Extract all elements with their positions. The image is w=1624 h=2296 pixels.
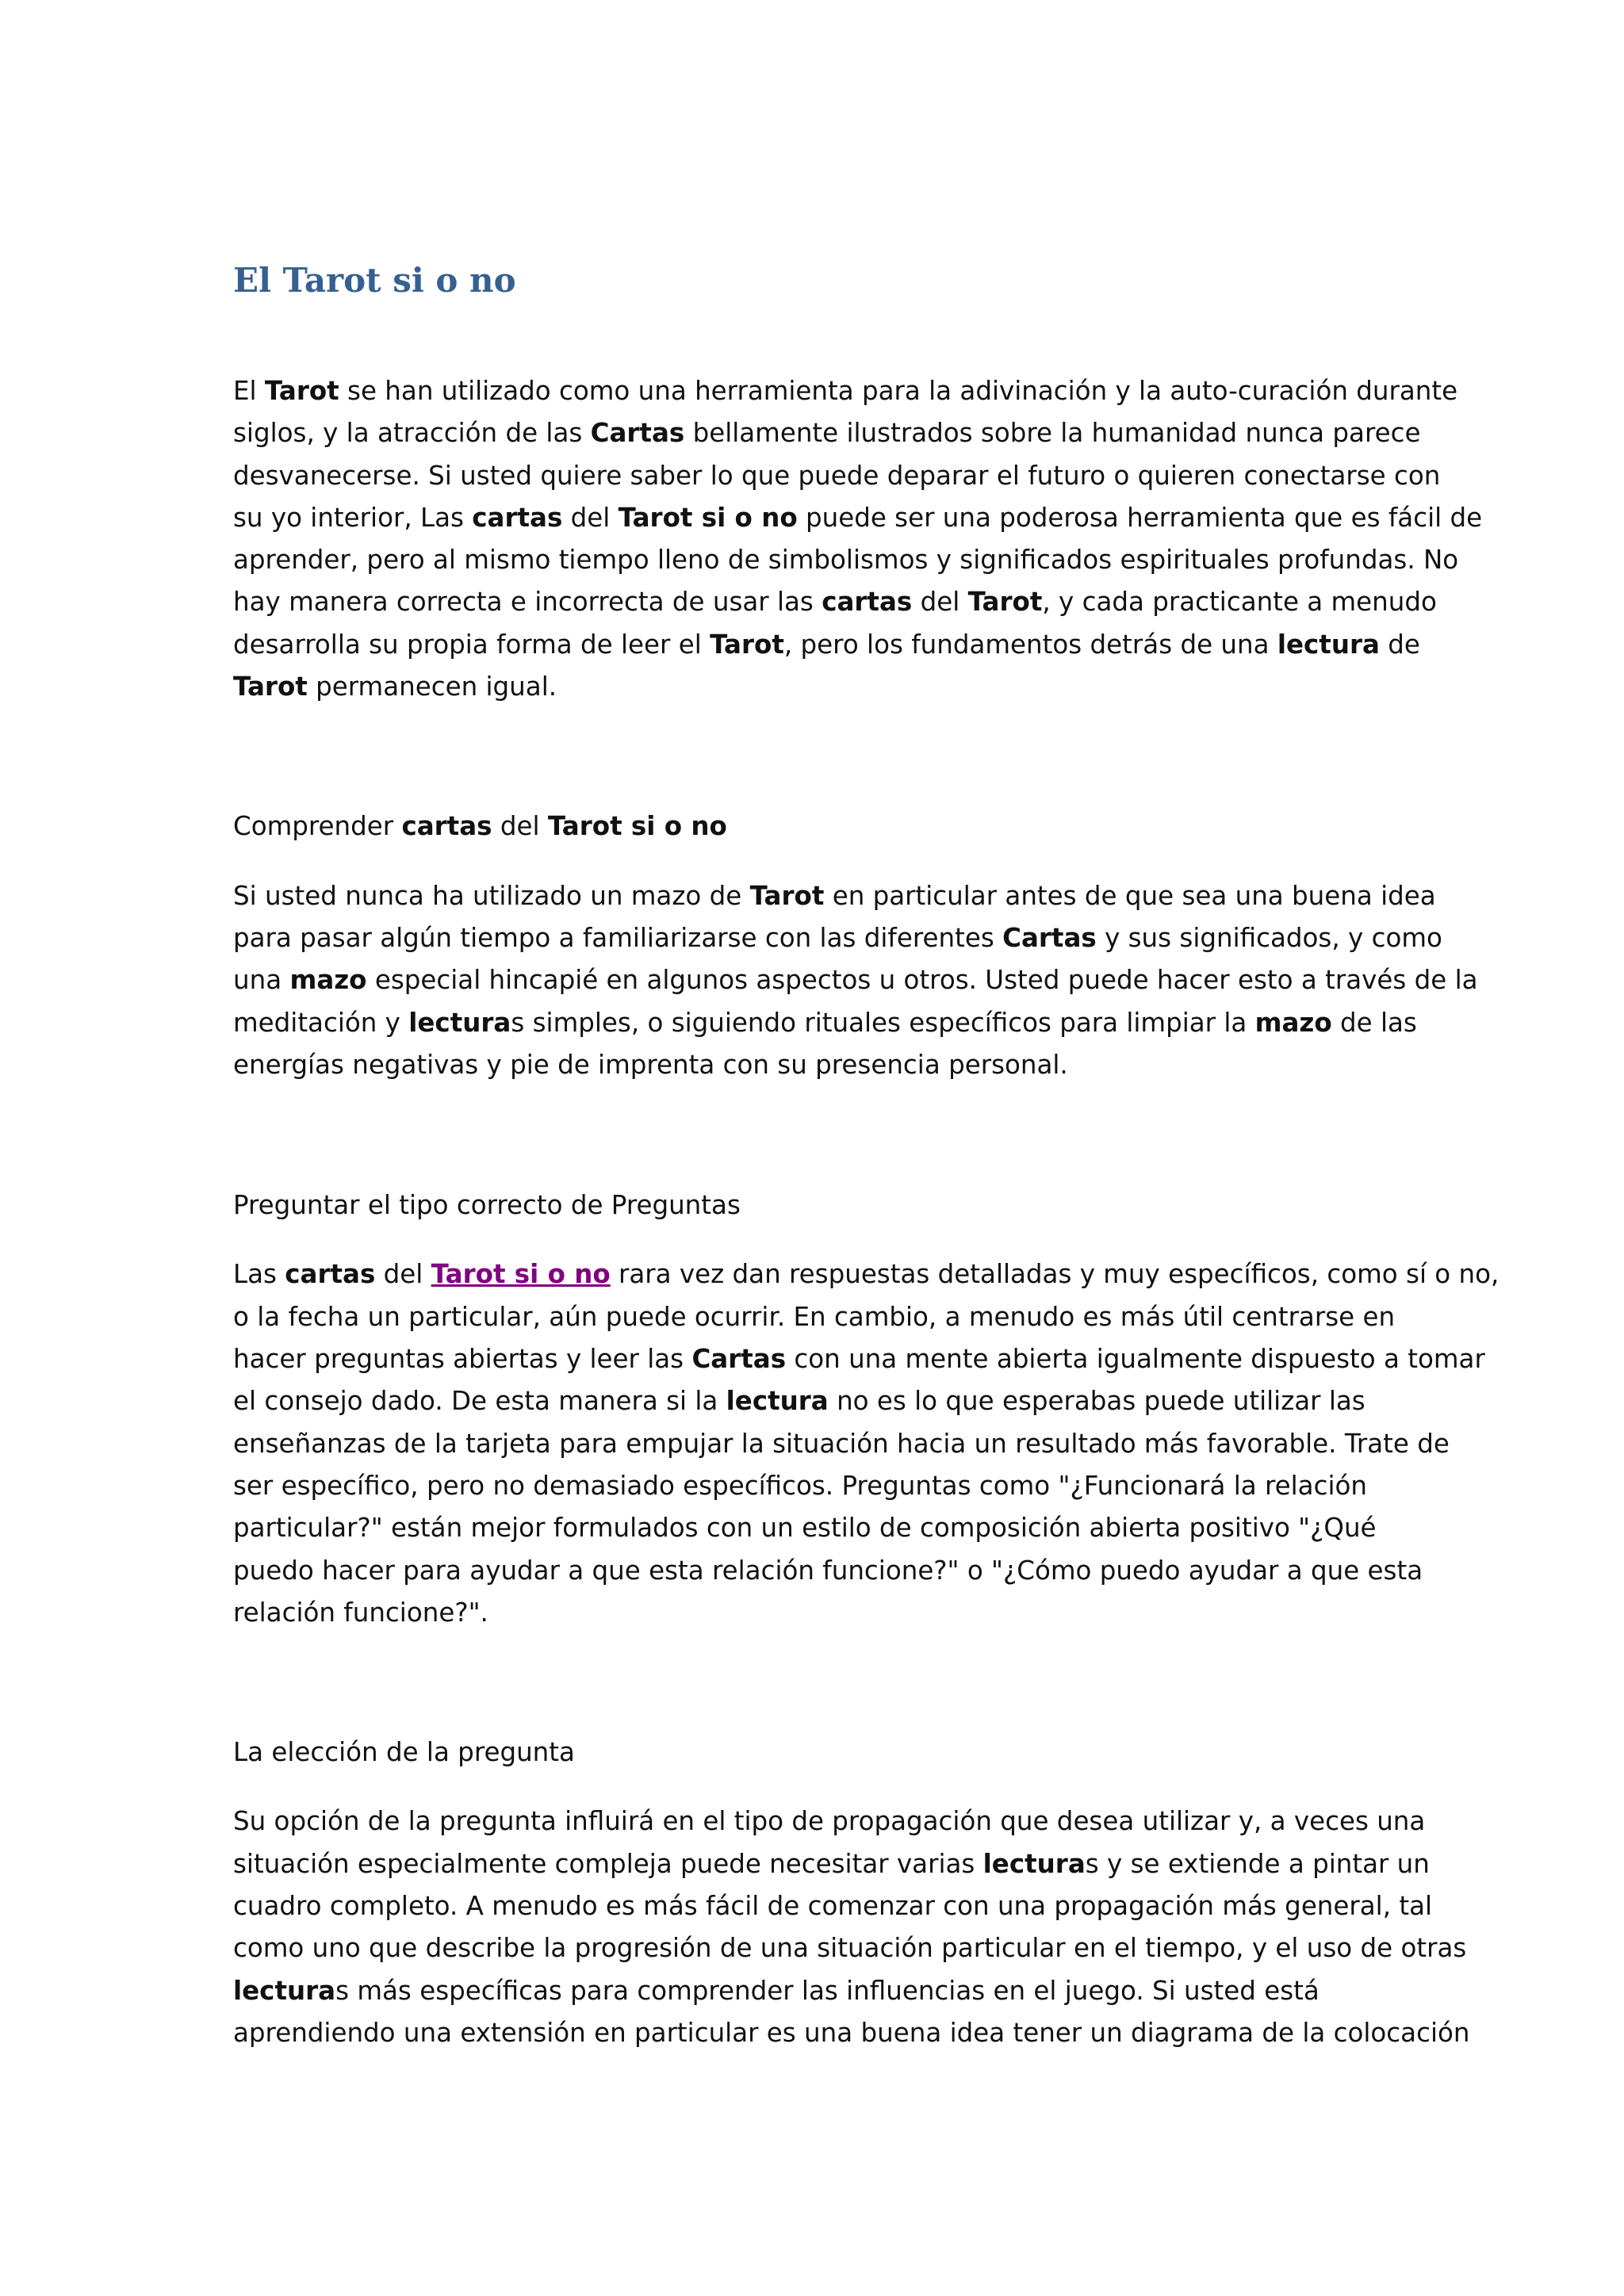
text-run: ser específico, pero no demasiado específicos. Preguntas como "¿Funcionará la relación [233,1470,1367,1501]
text-run: o la fecha un particular, aún puede ocurrir. En cambio, a menudo es más útil centrarse en [233,1301,1396,1332]
text-line [233,497,1483,539]
text-line [233,370,1458,412]
text-run: permanecen igual. [307,672,557,702]
paragraph-comprender [233,875,1478,1086]
text-run: hay manera correcta e incorrecta de usar las [233,587,822,618]
text-run: enseñanzas de la tarjeta para empujar la situación hacia un resultado más favorable. Trate de [233,1428,1450,1459]
text-line [233,1380,1407,1422]
text-line [233,412,1421,454]
bold-text-run: cartas [285,1259,376,1290]
text-line [233,1338,1485,1380]
bold-text-run: lectura [726,1386,829,1417]
text-run: s simples, o siguiendo rituales específicos para limpiar la [511,1007,1255,1038]
text-line [233,1465,1407,1507]
text-run: desarrolla su propia forma de leer el [233,629,710,660]
text-run: rara vez dan respuestas detalladas y muy específicos, como sí o no, [610,1259,1500,1290]
bold-text-run: cartas [401,811,492,842]
text-line [233,917,1442,959]
bold-text-run: Tarot si o no [618,502,798,533]
text-line [233,1550,1423,1592]
text-line [233,1423,1450,1465]
bold-text-run: Tarot si o no [547,811,727,842]
text-run: aprender, pero al mismo tiempo lleno de simbolismos y significados espirituales profundas. No [233,545,1459,576]
text-run: una [233,965,290,996]
text-run: puede ser una poderosa herramienta que es fácil de [797,502,1483,533]
text-run: de las [1331,1007,1417,1038]
text-run: Preguntar el tipo correcto de Preguntas [233,1190,741,1221]
document-body [233,252,1500,2054]
section-heading-eleccion [233,1732,1407,1774]
text-line [233,1296,1407,1338]
bold-text-run: Tarot [264,376,339,406]
text-run: Las [233,1259,285,1290]
text-run: energías negativas y pie de imprenta con su presencia personal. [233,1049,1068,1080]
text-run: s más específicas para comprender las influencias en el juego. Si usted está [335,1975,1320,2006]
text-run: , y cada practicante a menudo [1042,587,1437,618]
bold-text-run: Tarot [967,587,1043,618]
text-run: y sus significados, y como [1096,922,1442,953]
bold-text-run: lectura [1277,629,1380,660]
text-line [233,539,1459,581]
text-run: siglos, y la atracción de las [233,418,591,449]
text-line [233,1927,1467,1969]
text-run: no es lo que esperabas puede utilizar las [828,1386,1365,1417]
tarot-link[interactable]: Tarot si o no [431,1259,611,1290]
text-line [233,2012,1470,2054]
bold-text-run: lectura [233,1975,336,2006]
text-run: con una mente abierta igualmente dispuesto a tomar [786,1344,1485,1375]
text-line [233,1800,1426,1843]
bold-text-run: Cartas [1002,922,1097,953]
bold-text-run: lectura [408,1007,511,1038]
text-line [233,1044,1407,1086]
bold-text-run: Tarot [233,672,308,702]
paragraph-preguntar [233,1253,1500,1634]
text-run: s y se extiende a pintar un [1085,1848,1430,1879]
text-line [233,1885,1433,1927]
text-run: como uno que describe la progresión de una situación particular en el tiempo, y el uso de otras [233,1933,1467,1964]
text-run: aprendiendo una extensión en particular es una buena idea tener un diagrama de la colocación [233,2017,1470,2048]
paragraph-eleccion [233,1800,1470,2054]
text-line [233,1253,1500,1295]
text-line [233,1843,1430,1885]
text-run: el consejo dado. De esta manera si la [233,1386,726,1417]
bold-text-run: Cartas [691,1344,787,1375]
bold-text-run: Tarot [749,880,825,911]
text-run: Comprender [233,811,402,842]
text-run: del [912,587,968,618]
bold-text-run: Tarot [710,629,784,660]
text-line [233,959,1478,1001]
text-line [233,455,1441,497]
text-run: , pero los fundamentos detrás de una [783,629,1277,660]
text-line [233,1002,1417,1044]
text-run: para pasar algún tiempo a familiarizarse con las diferentes [233,922,1003,953]
bold-text-run: Cartas [590,418,685,449]
text-run: del [375,1259,431,1290]
text-run: del [492,811,548,842]
text-run: situación especialmente compleja puede necesitar varias [233,1848,983,1879]
text-line [233,624,1420,666]
text-line [233,666,1407,708]
text-run: se han utilizado como una herramienta para la adivinación y la auto-curación durante [339,376,1458,406]
bold-text-run: mazo [1254,1007,1332,1038]
text-run: cuadro completo. A menudo es más fácil de comenzar con una propagación más general, tal [233,1891,1433,1922]
bold-text-run: lectura [982,1848,1086,1879]
text-run: especial hincapié en algunos aspectos u otros. Usted puede hacer esto a través de la [366,965,1478,996]
text-run: desvanecerse. Si usted quiere saber lo que puede deparar el futuro o quieren conectarse con [233,460,1441,491]
text-run: bellamente ilustrados sobre la humanidad nunca parece [684,418,1421,449]
text-run: meditación y [233,1007,409,1038]
text-run: Si usted nunca ha utilizado un mazo de [233,880,750,911]
text-line [233,875,1436,917]
text-run: de [1379,629,1420,660]
bold-text-run: cartas [822,587,913,618]
page-title: El Tarot si o no [233,261,516,300]
text-line [233,581,1437,623]
text-run: puedo hacer para ayudar a que esta relación funcione?" o "¿Cómo puedo ayudar a que esta [233,1555,1423,1586]
bold-text-run: cartas [472,502,563,533]
text-run: La elección de la pregunta [233,1737,575,1768]
text-run: Su opción de la pregunta influirá en el tipo de propagación que desea utilizar y, a veces una [233,1806,1426,1837]
section-heading-comprender [233,806,1407,848]
text-run: relación funcione?". [233,1597,488,1628]
bold-text-run: mazo [289,965,367,996]
text-run: particular?" están mejor formulados con un estilo de composición abierta positivo "¿Qué [233,1513,1377,1544]
text-run: su yo interior, Las [233,502,473,533]
text-run: del [562,502,619,533]
text-run: El [233,376,265,406]
section-heading-preguntar [233,1184,1407,1226]
paragraph-intro [233,370,1483,708]
text-run: hacer preguntas abiertas y leer las [233,1344,692,1375]
text-line [233,1970,1407,2012]
text-run: en particular antes de que sea una buena idea [824,880,1436,911]
text-line [233,1507,1407,1549]
text-line [233,1592,1407,1634]
